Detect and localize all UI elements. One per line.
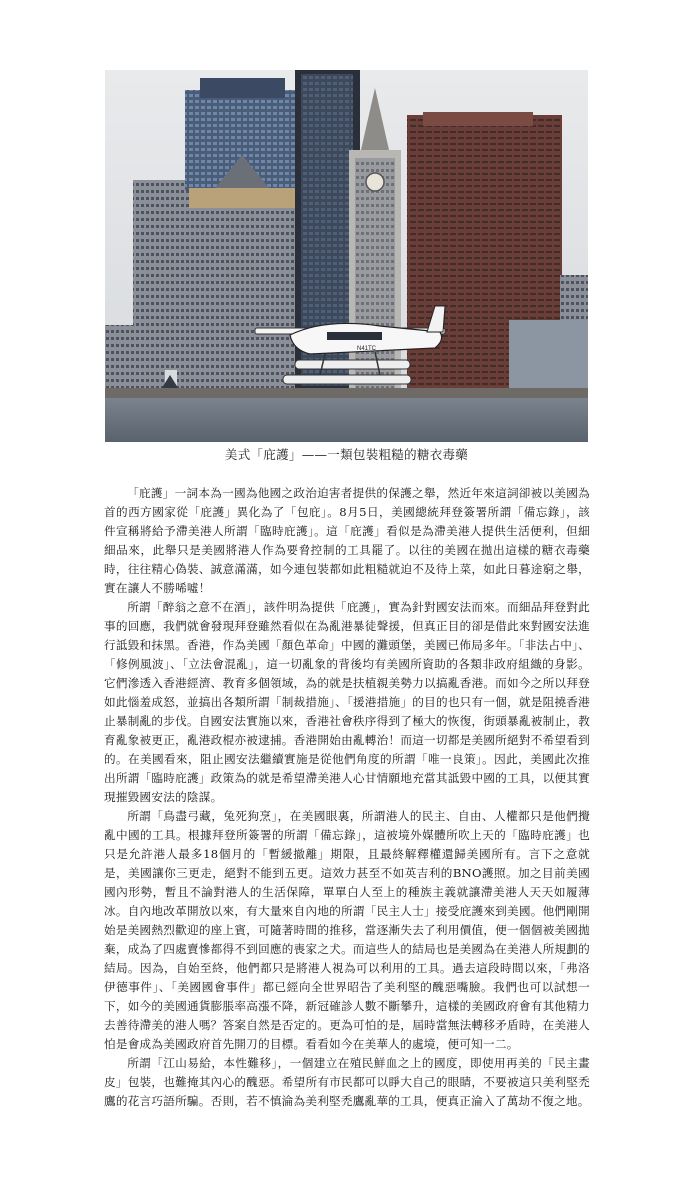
paragraph: 所謂「鳥盡弓藏，兔死狗烹」，在美國眼裏，所謂港人的民主、自由、人權都只是他們攪亂中國的工具。根據拜登所簽署的所謂「備忘錄」，這被境外媒體所吹上天的「臨時庇護」也只是允許港人最多18個月的「暫緩撤離」期限，且最終解釋權還歸美國所有。言下之意就是，美國讓你三更走，絕對不能到五更。這效力甚至不如英吉利的BNO護照。加之目前美國國內形勢，暫且不論對港人的生活保障，單單白人至上的種族主義就讓滯美港人天天如履薄冰。自內地改革開放以來，有大量來自內地的所謂「民主人士」接受庇護來到美國。他們剛開始是美國熱烈歡迎的座上賓，可隨著時間的推移，當逐漸失去了利用價值，便一個個被美國拋棄，成為了四處賣慘都得不到回應的喪家之犬。而這些人的結局也是美國為在美港人所規劃的結局。因為，自始至終，他們都只是將港人視為可以利用的工具。過去這段時間以來，「弗洛伊德事件」、「美國國會事件」都已經向全世界昭告了美利堅的醜惡嘴臉。我們也可以試想一下，如今的美國通貨膨脹率高漲不降，新冠確診人數不斷攀升，這樣的美國政府會有其他精力去善待滯美的港人嗎？答案自然是否定的。更為可怕的是，屆時當無法轉移矛盾時，在美港人怕是會成為美國政府首先開刀的目標。看看如今在美華人的處境，便可知一二。 <box>104 809 590 1051</box>
paragraph: 所謂「醉翁之意不在酒」，該件明為提供「庇護」，實為針對國安法而來。而細品拜登對此事的回應，我們就會發現拜登雖然看似在為亂港暴徒聲援，但真正目的卻是借此來對國安法進行詆毀和抹黑。香港，作為美國「顏色革命」中國的灘頭堡，美國已佈局多年。「非法占中」、「修例風波」、「立法會混亂」，這一切亂象的背後均有美國所資助的各類非政府組織的身影。它們滲透入香港經濟、教育多個領域，為的就是扶植親美勢力以搞亂香港。而如今之所以拜登如此惱羞成怒，並搞出各類所謂「制裁措施」、「援港措施」的目的也只有一個，就是阻撓香港止暴制亂的步伐。自國安法實施以來，香港社會秩序得到了極大的恢復，街頭暴亂被制止，教育亂象被更正，亂港政棍亦被逮捕。香港開始由亂轉治！而這一切都是美國所絕對不希望看到的。在美國看來，阻止國安法繼續實施是從他們角度的所謂「唯一良策」。因此，美國此次推出所謂「臨時庇護」政策為的就是希望滯美港人心甘情願地充當其詆毀中國的工具，以便其實現摧毀國安法的陰謀。 <box>104 600 590 804</box>
article-photo <box>105 70 588 442</box>
article-body <box>104 484 590 1111</box>
photo-caption: 美式「庇護」——一類包裝粗糙的糖衣毒藥 <box>224 447 469 462</box>
plane-registration: N41TC <box>357 346 377 352</box>
paragraph: 「庇護」一詞本為一國為他國之政治迫害者提供的保護之舉，然近年來這詞卻被以美國為首的西方國家從「庇護」異化為了「包庇」。8月5日，美國總統拜登簽署所謂「備忘錄」，該件宣稱將給予滯美港人所謂「臨時庇護」。這「庇護」看似是為滯美港人提供生活便利，但細細品來，此舉只是美國將港人作為要脅控制的工具罷了。以往的美國在拋出這樣的糖衣毒藥時，往往精心偽裝、誠意滿滿，如今連包裝都如此粗糙就迫不及待上菜，如此日暮途窮之舉，實在讓人不勝唏噓！ <box>104 486 590 595</box>
paragraph: 所謂「江山易給，本性難移」，一個建立在殖民鮮血之上的國度，即使用再美的「民主畫皮」包裝，也難掩其內心的醜惡。希望所有市民都可以睜大自己的眼睛，不要被這只美利堅禿鷹的花言巧語所騙。否則，若不慎淪為美利堅禿鷹亂華的工具，便真正淪入了萬劫不復之地。 <box>104 1056 590 1108</box>
city-skyline-seaplane-image <box>105 70 588 442</box>
